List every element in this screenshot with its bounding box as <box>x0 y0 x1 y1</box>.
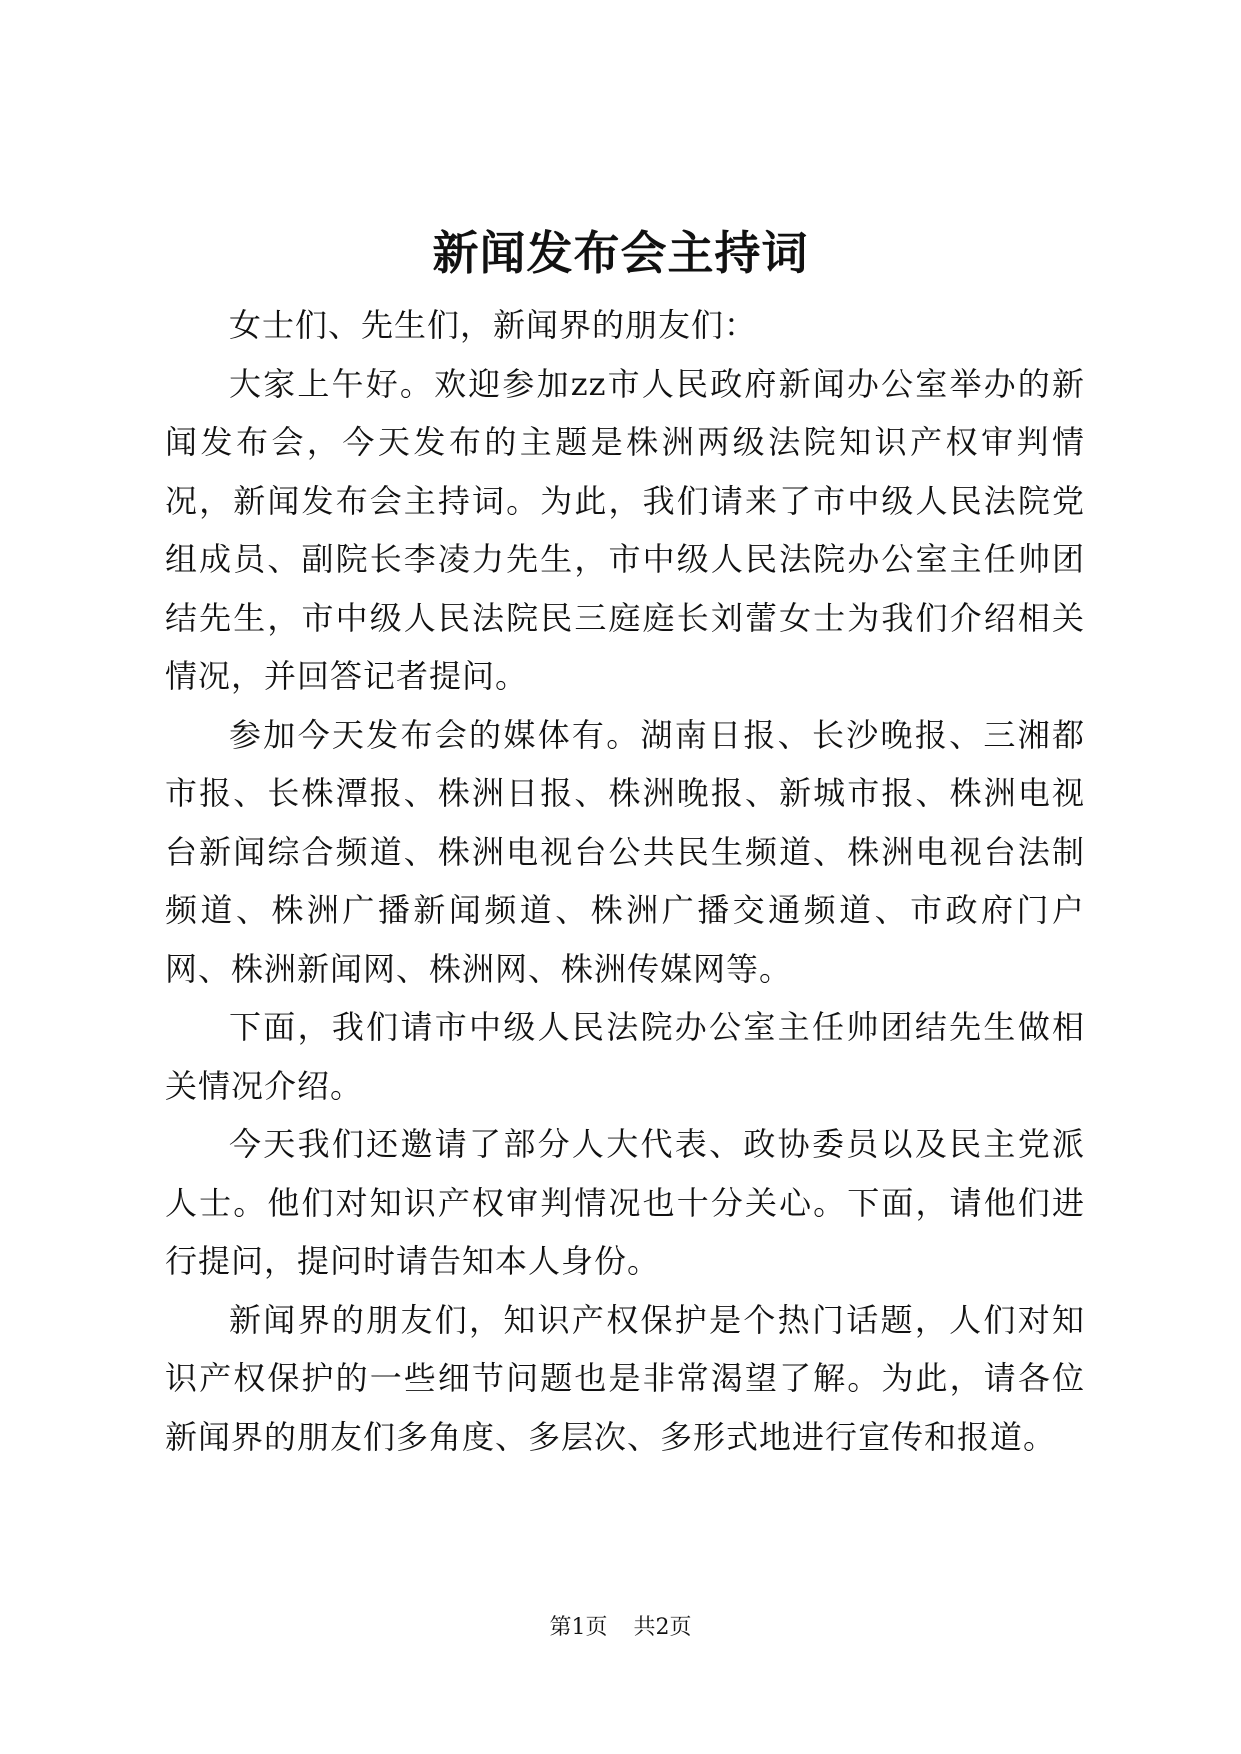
paragraph-introduction: 下面，我们请市中级人民法院办公室主任帅团结先生做相关情况介绍。 <box>165 1008 1085 1105</box>
paragraph-welcome: 大家上午好。欢迎参加zz市人民政府新闻办公室举办的新闻发布会，今天发布的主题是株洲两级法院知识产权审判情况，新闻发布会主持词。为此，我们请来了市中级人民法院党组成员、副院长李凌力先生，市中级人民法院办公室主任帅团结先生，市中级人民法院民三庭庭长刘蕾女士为我们介绍相关情况，并回答记者提问。 <box>165 364 1085 695</box>
paragraph-questions: 今天我们还邀请了部分人大代表、政协委员以及民主党派人士。他们对知识产权审判情况也十分关心。下面，请他们进行提问，提问时请告知本人身份。 <box>165 1125 1085 1280</box>
paragraph-media: 参加今天发布会的媒体有。湖南日报、长沙晚报、三湘都市报、长株潭报、株洲日报、株洲晚报、新城市报、株洲电视台新闻综合频道、株洲电视台公共民生频道、株洲电视台法制频道、株洲广播新闻频道、株洲广播交通频道、市政府门户网、株洲新闻网、株洲网、株洲传媒网等。 <box>165 715 1085 988</box>
paragraph-greeting: 女士们、先生们，新闻界的朋友们： <box>229 306 758 344</box>
document-title: 新闻发布会主持词 <box>432 226 809 280</box>
document-body <box>165 296 1085 1466</box>
page-footer <box>0 1613 1241 1643</box>
paragraph-closing: 新闻界的朋友们，知识产权保护是个热门话题，人们对知识产权保护的一些细节问题也是非常渴望了解。为此，请各位新闻界的朋友们多角度、多层次、多形式地进行宣传和报道。 <box>165 1300 1085 1456</box>
page-total: 共2页 <box>633 1615 692 1640</box>
page-number: 第1页 <box>549 1615 608 1640</box>
